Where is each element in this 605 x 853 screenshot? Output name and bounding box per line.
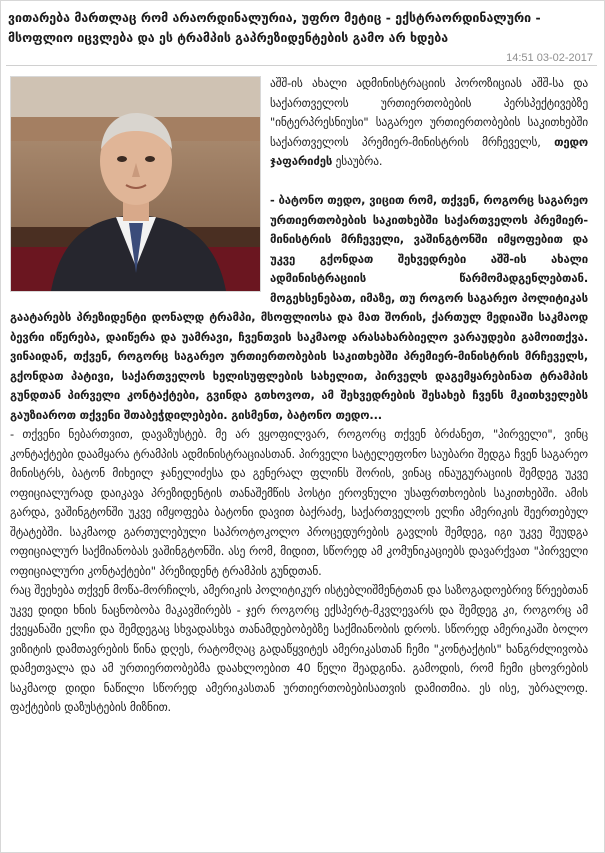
photo-float-spacer (10, 74, 270, 292)
publish-datetime: 14:51 03-02-2017 (506, 52, 593, 64)
interviewee-name: თედო ჯაფარიძეს (270, 134, 588, 168)
article-body (10, 74, 588, 718)
interview-answer-paragraph-1: - თქვენი ნებართვით, დავაზუსტებ. მე არ ვყოფილვარ, როგორც თქვენ ბრძანეთ, "პირველი", ვინც კონტაქტები დაამყარა ტრამპის ადმინისტრაციასთან. პირველი სატელეფონო საუბარი შედგა ჩვენ საგარეო მინისტრს, ბატონ მიხეილ ჯანელიძესა და გენერალ ფლინს შორის, ვინაც ინაუგურაციის შემდეგ უკვე ოფიციალურად დაიკავა პრეზიდენტის თანაშემწის პოსტი ეროვნული უსაფრთხოების საკითხებში. ამის გარდა, ვაშინგტონში უკვე იმყოფება ბატონი დავით ბაქრაძე, საქართველოს ელჩი ამერიკის შეერთებულ შტატებში. საკმაოდ გართულებული საპროტოკოლო პროცედურების გავლის შემდეგ, იგი უკვე შეუდგა ოფიციალურ საქმიანობას ვაშინგტონში. ასე რომ, მიდით, სწორედ ამ კომუნიკაციებს დავარქვათ "პირველი ოფიციალური კონტაქტები" პრეზიდენტ ტრამპის გუნდთან. (10, 427, 588, 578)
interview-question: - ბატონო თედო, ვიცით რომ, თქვენ, როგორც საგარეო ურთიერთობების საკითხებში საქართველოს პრემიერ-მინისტრის მრჩეველი, ვაშინგტონში იმყოფებით და უკვე გქონდათ შეხვედრები აშშ-ის ახალი ადმინისტრაციის წარმომადგენლებთან. მოგეხსენებათ, იმაზე, თუ როგორ საგარეო პოლიტიკას გაატარებს პრეზიდენტი დონალდ ტრამპი, მსოფლიოსა და მათ შორის, ქართულ მედიაში საკმაოდ ბევრი იწერება, დაიწერა და უამრავი, ჩვენთვის საკმაოდ არასახარბიელო ვარაუდები გამოითქვა. ვინაიდან, თქვენ, როგორც საგარეო ურთიერთობების საკითხებში პრემიერ-მინისტრის მრჩეველს, გქონდათ პატივი, საქართველოს ხელისუფლების სახელით, პირველს დაგემყარებინათ ტრამპის გუნდთან პირველი კონტაქტები, გვინდა გთხოვოთ, ამ შეხვედრების შესახებ ჩვენს მკითხველებს გაუზიაროთ თქვენი შთაბეჭდილებები. გისმენთ, ბატონო თედო... (10, 193, 588, 422)
intro-text: აშშ-ის ახალი ადმინისტრაციის პოროზიციას აშშ-სა და საქართველოს ურთიერთობების პერსპექტივებზე "ინტერპრესნიუსი" საგარეო ურთიერთობების საკითხებში საქართველოს პრემიერ-მინისტრის მრჩეველს, (270, 76, 588, 149)
article-title: ვითარება მართლაც რომ არაორდინალურია, უფრო მეტიც - ექსტრაორდინალური - მსოფლიო იცვლება და ეს ტრამპის გაპრეზიდენტების გამო არ ხდება (8, 10, 541, 45)
title-divider (6, 65, 597, 66)
interview-answer-paragraph-2: რაც შეეხება თქვენ მოწა-მორჩილს, ამერიკის პოლიტიკურ ისტებლიშმენტთან და საზოგადოებრივ წრეებთან უკვე დიდი ხნის ნაცნობობა მაკავშირებს - ჯერ როგორც ექსპერტ-მკვლევარს და შემდეგ კი, როგორც ამ ქვეყანაში ელჩი და შემდეგაც სხვადასხვა თანამდებობებზე საქმიანობის დროს. სწორედ ამერიკაში ბოლო ვიზიტის დამთავრების წინა დღეს, რატომღაც გადაწყვიტეს ამერიკასთან ჩემი "კონტაქტის" ხანგრძლივობა დამეთვალა და ამ ურთიერთობებმა დაახლოებით 40 წელი შეადგინა. გამოდის, რომ ჩემი ცხოვრების საკმაოდ დიდი ნაწილი სწორედ ამერიკასთან ურთიერთობებისათვის დამითმია. ეს ისე, უბრალოდ. ფაქტების დაზუსტების მიზნით. (10, 583, 588, 714)
intro-text-end: ესაუბრა. (335, 154, 383, 168)
